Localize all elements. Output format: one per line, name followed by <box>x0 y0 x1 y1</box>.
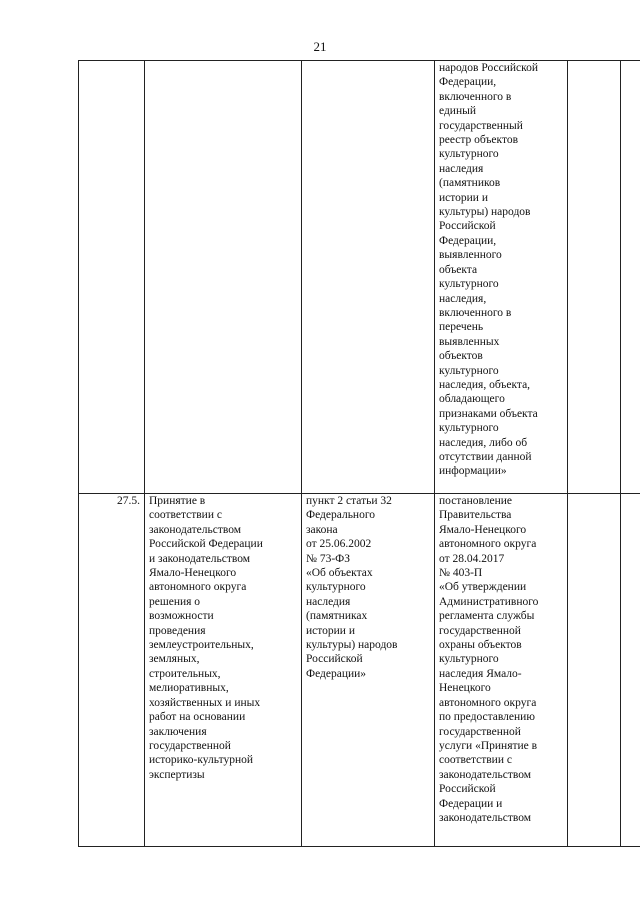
text-line: Федерации, <box>439 76 497 89</box>
cell-service-name <box>145 61 302 494</box>
text-line: автономного округа <box>439 696 537 709</box>
text-line: законодательством <box>439 811 532 824</box>
text-line: наследия Ямало- <box>439 667 522 680</box>
text-line: хозяйственных и иных <box>149 696 261 709</box>
text-line: земляных, <box>149 653 200 666</box>
table-row-27-5 <box>79 494 640 847</box>
text-line: соответствии с <box>149 509 222 522</box>
cell-service-name <box>145 494 302 847</box>
cell-number: 27.5. <box>79 494 145 847</box>
text-line: культурного <box>439 653 499 666</box>
text-line: услуги «Принятие в <box>439 739 538 752</box>
text-line: государственной <box>149 739 231 752</box>
text-line: № 403-П <box>439 567 483 580</box>
text-line: наследия, <box>439 292 487 305</box>
text-line: Ямало-Ненецкого <box>149 567 237 580</box>
text-line: (памятниках <box>306 610 368 623</box>
text-line: Правительства <box>439 509 512 522</box>
text-line: Российской <box>439 220 496 233</box>
text-line: Федерации, <box>439 234 497 247</box>
text-line: экспертизы <box>149 768 205 781</box>
text-line: включенного в <box>439 306 512 319</box>
text-line: включенного в <box>439 90 512 103</box>
page-number: 21 <box>313 39 327 54</box>
text-line: «Об утверждении <box>439 581 527 594</box>
text-line: от 28.04.2017 <box>439 552 505 565</box>
text-line: автономного округа <box>439 538 537 551</box>
text-line: Принятие в <box>149 495 206 507</box>
text-line: по предоставлению <box>439 711 535 724</box>
text-line: проведения <box>149 624 206 637</box>
text-line: выявленных <box>439 335 500 348</box>
text-line: законодательством <box>149 523 242 536</box>
text-line: государственной <box>439 624 521 637</box>
text-line: культурного <box>439 364 499 377</box>
text-line: народов Российской <box>439 62 539 74</box>
text-line: заключения <box>149 725 207 738</box>
text-line: решения о <box>149 595 201 608</box>
cell-empty-6 <box>621 494 640 847</box>
text-line: «Об объектах <box>306 567 373 580</box>
text-line: наследия, либо об <box>439 436 528 449</box>
cell-empty-6 <box>621 61 640 494</box>
text-line: и законодательством <box>149 552 251 565</box>
text-line: от 25.06.2002 <box>306 538 372 551</box>
text-line: законодательством <box>439 768 532 781</box>
text-line: Административного <box>439 595 539 608</box>
text-line: признаками объекта <box>439 407 538 420</box>
text-line: землеустроительных, <box>149 639 254 652</box>
text-line: регламента службы <box>439 610 535 623</box>
text-line: перечень <box>439 321 484 334</box>
text-line: охраны объектов <box>439 639 522 652</box>
text-line: наследия, объекта, <box>439 378 531 391</box>
text-line: государственной <box>439 725 521 738</box>
cell-regulatory-act <box>435 494 568 847</box>
text-line: историко-культурной <box>149 754 254 767</box>
cell-legal-basis <box>302 494 435 847</box>
text-line: пункт 2 статьи 32 <box>306 495 392 507</box>
text-line: закона <box>306 523 338 536</box>
text-line: обладающего <box>439 393 505 406</box>
text-line: мелиоративных, <box>149 682 229 695</box>
text-line: Российской <box>306 653 363 666</box>
text-line: Ненецкого <box>439 682 491 695</box>
text-line: истории и <box>439 191 488 204</box>
text-line: Российской Федерации <box>149 538 263 551</box>
text-line: № 73-ФЗ <box>306 552 351 565</box>
cell-number <box>79 61 145 494</box>
text-line: культурного <box>439 278 499 291</box>
text-line: выявленного <box>439 249 502 262</box>
text-line: объекта <box>439 263 478 276</box>
text-line: строительных, <box>149 667 221 680</box>
text-line: Федерации» <box>306 667 367 680</box>
text-line: наследия <box>439 162 484 175</box>
text-line: Ямало-Ненецкого <box>439 523 527 536</box>
table-row-continuation <box>79 61 640 494</box>
text-line: отсутствии данной <box>439 450 532 463</box>
text-line: Федерального <box>306 509 376 522</box>
text-line: культуры) народов <box>306 639 398 652</box>
text-line: (памятников <box>439 177 501 190</box>
text-line: единый <box>439 105 476 118</box>
text-line: культурного <box>306 581 366 594</box>
text-line: государственный <box>439 119 523 132</box>
text-line: соответствии с <box>439 754 512 767</box>
text-line: культурного <box>439 422 499 435</box>
text-line: Федерации и <box>439 797 503 810</box>
cell-legal-basis <box>302 61 435 494</box>
text-line: наследия <box>306 595 351 608</box>
text-line: истории и <box>306 624 355 637</box>
text-line: работ на основании <box>149 711 246 724</box>
text-line: объектов <box>439 350 483 363</box>
text-line: возможности <box>149 610 214 623</box>
text-line: культуры) народов <box>439 206 531 219</box>
cell-empty-5 <box>568 494 621 847</box>
text-line: Российской <box>439 783 496 796</box>
services-table <box>78 60 640 847</box>
text-line: информации» <box>439 465 507 478</box>
text-line: реестр объектов <box>439 134 518 147</box>
text-line: автономного округа <box>149 581 247 594</box>
cell-empty-5 <box>568 61 621 494</box>
text-line: постановление <box>439 495 513 507</box>
text-line: культурного <box>439 148 499 161</box>
cell-regulatory-act <box>435 61 568 494</box>
